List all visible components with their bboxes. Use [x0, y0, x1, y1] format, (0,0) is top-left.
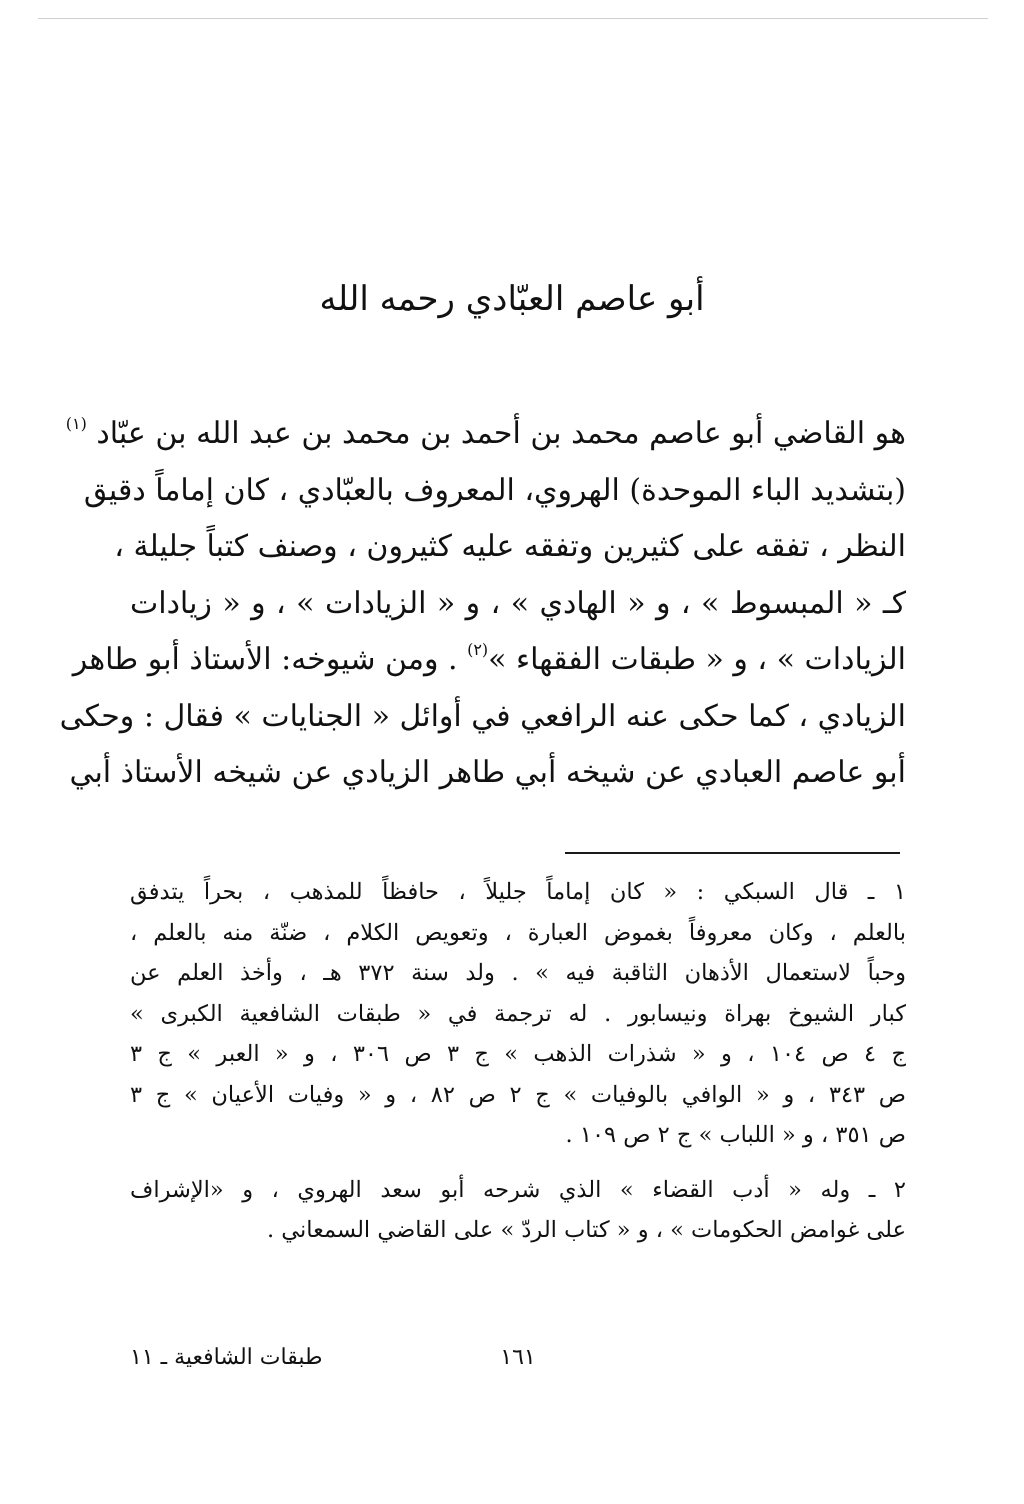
body-line	[65, 406, 906, 463]
footnote-mark-2: (٢)	[467, 640, 489, 659]
footnote-line: ص ٣٥١ ، و « اللباب » ج ٢ ص ١٠٩ .	[565, 1122, 906, 1148]
footnote-separator	[565, 852, 900, 854]
main-text	[59, 406, 906, 802]
body-line: كـ « المبسوط » ، و « الهادي » ، و « الزيادات » ، و « زيادات	[130, 585, 906, 621]
body-line: أبو عاصم العبادي عن شيخه أبي طاهر الزيادي عن شيخه الأستاذ أبي	[69, 755, 906, 790]
page-title: أبو عاصم العبّادي رحمه الله	[319, 279, 705, 319]
page-number: ١٦١	[500, 1345, 536, 1370]
body-line-text: . ومن شيوخه: الأستاذ أبو طاهر	[72, 642, 458, 677]
body-line	[72, 632, 906, 689]
footnote-line: كبار الشيوخ بهراة ونيسابور . له ترجمة في « طبقات الشافعية الكبرى »	[130, 1000, 906, 1027]
footnote-line: بالعلم ، وكان معروفاً بغموض العبارة ، وتعويص الكلام ، ضنّة منه بالعلم ،	[130, 919, 906, 946]
footnote-line: ص ٣٤٣ ، و « الوافي بالوفيات » ج ٢ ص ٨٢ ، و « وفيات الأعيان » ج ٣	[130, 1081, 906, 1108]
footnote-line: على غوامض الحكومات » ، و « كتاب الردّ » على القاضي السمعاني .	[266, 1217, 906, 1243]
footnote-line: وحباً لاستعمال الأذهان الثاقبة فيه » . ولد سنة ٣٧٢ هـ ، وأخذ العلم عن	[130, 960, 906, 986]
running-head: طبقات الشافعية ـ ١١	[130, 1345, 323, 1370]
body-line: (بتشديد الباء الموحدة) الهروي، المعروف بالعبّادي ، كان إماماً دقيق	[83, 472, 906, 508]
footnote-mark-1: (١)	[65, 414, 87, 433]
footnote-line: ١ ـ قال السبكي : « كان إماماً جليلاً ، حافظاً للمذهب ، بحراً يتدفق	[130, 879, 906, 905]
footnotes	[130, 872, 906, 1251]
footnote-line: ٢ ـ وله « أدب القضاء » الذي شرحه أبو سعد الهروي ، و «الإشراف	[130, 1176, 906, 1203]
page-footer	[130, 1342, 906, 1374]
body-line-text: هو القاضي أبو عاصم محمد بن أحمد بن محمد بن عبد الله بن عبّاد	[96, 416, 906, 451]
footnote-line: ج ٤ ص ١٠٤ ، و « شذرات الذهب » ج ٣ ص ٣٠٦ ، و « العبر » ج ٣	[130, 1041, 906, 1067]
footnote-2	[130, 1170, 906, 1251]
footnote-1	[130, 872, 906, 1156]
body-line: النظر ، تفقه على كثيرين وتفقه عليه كثيرون ، وصنف كتباً جليلة ،	[114, 529, 906, 564]
body-line-text: الزيادات » ، و « طبقات الفقهاء »	[488, 642, 906, 677]
body-line: الزيادي ، كما حكى عنه الرافعي في أوائل « الجنايات » فقال : وحكى	[59, 698, 906, 734]
